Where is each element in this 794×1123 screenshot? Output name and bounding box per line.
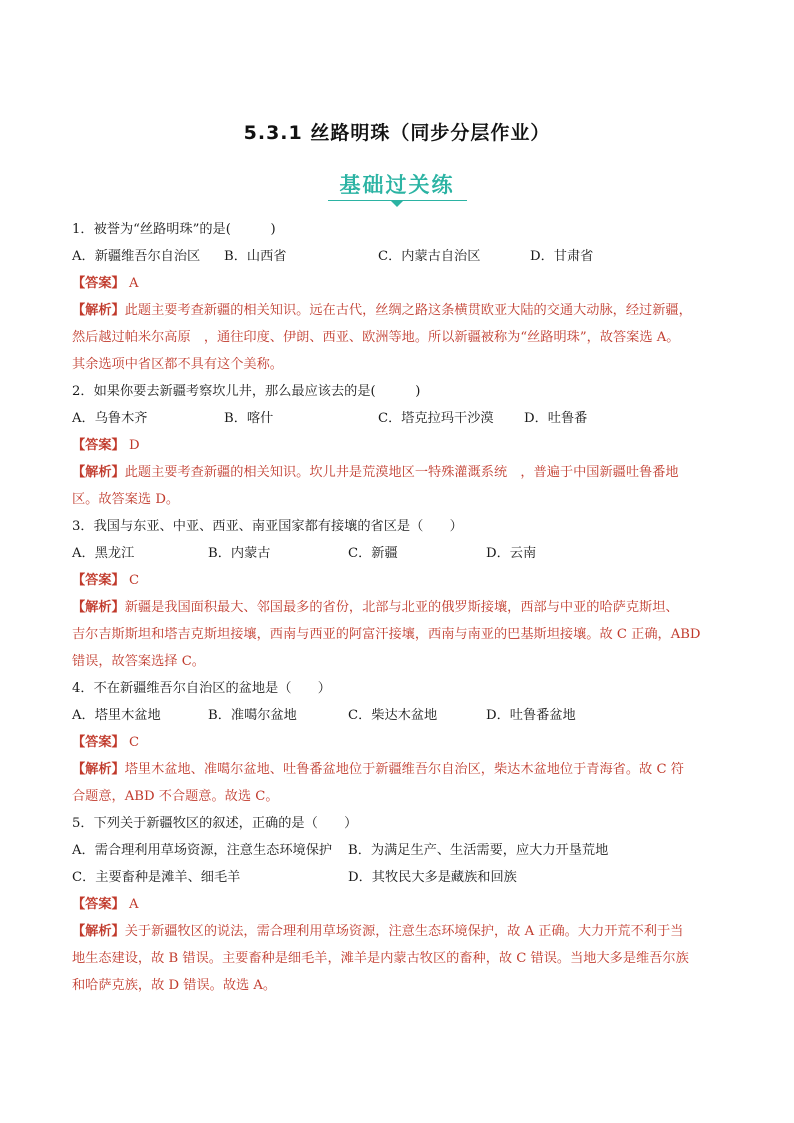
section-banner — [0, 172, 794, 207]
question-stem: 5．下列关于新疆牧区的叙述，正确的是（ ） — [72, 816, 358, 831]
option-c: C．柴达木盆地 — [348, 708, 438, 723]
answer-line — [72, 891, 724, 918]
explanation-text: 此题主要考查新疆的相关知识。坎儿井是荒漠地区一特殊灌溉系统 ，普遍于中国新疆吐鲁番地 — [124, 465, 679, 480]
answer-line — [72, 729, 724, 756]
explanation-line: 区。故答案选 D。 — [72, 492, 180, 507]
explanation — [72, 297, 724, 378]
option-c: C．塔克拉玛干沙漠 — [378, 411, 494, 426]
options-row — [72, 243, 724, 270]
explain-tag: 【解析】 — [72, 303, 125, 318]
answer-tag: 【答案】 — [72, 438, 125, 453]
answer-value: A — [128, 276, 139, 291]
question-4 — [72, 675, 724, 810]
option-d: D．甘肃省 — [530, 249, 594, 264]
explanation — [72, 918, 724, 999]
explanation-line: 和哈萨克族，故 D 错误。故选 A。 — [72, 978, 277, 993]
explanation-text: 新疆是我国面积最大、邻国最多的省份，北部与北亚的俄罗斯接壤，西部与中亚的哈萨克斯坦、 — [124, 600, 679, 615]
answer-line — [72, 270, 724, 297]
option-a: A．塔里木盆地 — [72, 708, 161, 723]
option-c: C．内蒙古自治区 — [378, 249, 481, 264]
question-stem: 2．如果你要去新疆考察坎儿井，那么最应该去的是( ) — [72, 384, 421, 399]
option-d: D．吐鲁番 — [524, 411, 588, 426]
page-title: 5.3.1 丝路明珠（同步分层作业） — [243, 122, 551, 144]
explanation-line — [72, 918, 724, 945]
explanation — [72, 594, 724, 675]
options-row — [72, 864, 724, 891]
section-title: 基础过关练 — [328, 172, 467, 201]
question-stem: 4．不在新疆维吾尔自治区的盆地是（ ） — [72, 681, 331, 696]
explanation-line: 地生态建设，故 B 错误。主要畜种是细毛羊，滩羊是内蒙古牧区的畜种，故 C 错误。当地大多是维吾尔族 — [72, 951, 689, 966]
question-5 — [72, 810, 724, 999]
answer-tag: 【答案】 — [72, 735, 125, 750]
option-c: C．新疆 — [348, 546, 398, 561]
question-1 — [72, 216, 724, 378]
option-b: B．喀什 — [224, 411, 274, 426]
answer-value: A — [128, 897, 139, 912]
option-c: C．主要畜种是滩羊、细毛羊 — [72, 870, 241, 885]
explain-tag: 【解析】 — [72, 924, 125, 939]
question-list — [72, 216, 724, 999]
explanation-line — [72, 594, 724, 621]
option-d: D．云南 — [486, 546, 537, 561]
question-stem: 3．我国与东亚、中亚、西亚、南亚国家都有接壤的省区是（ ） — [72, 519, 463, 534]
explain-tag: 【解析】 — [72, 465, 125, 480]
option-a: A．黑龙江 — [72, 546, 135, 561]
option-a: A．乌鲁木齐 — [72, 411, 148, 426]
option-b: B．内蒙古 — [208, 546, 271, 561]
options-row — [72, 540, 724, 567]
explanation-text: 此题主要考查新疆的相关知识。远在古代，丝绸之路这条横贯欧亚大陆的交通大动脉，经过新疆， — [124, 303, 692, 318]
answer-value: C — [128, 735, 140, 750]
option-d: D．其牧民大多是藏族和回族 — [348, 870, 517, 885]
explanation-line — [72, 297, 724, 324]
explanation-line: 其余选项中省区都不具有这个美称。 — [72, 357, 283, 372]
options-row — [72, 405, 724, 432]
explanation-line: 吉尔吉斯斯坦和塔吉克斯坦接壤，西南与西亚的阿富汗接壤，西南与南亚的巴基斯坦接壤。故 C 正确，ABD — [72, 627, 701, 642]
answer-tag: 【答案】 — [72, 573, 125, 588]
explanation-line: 然后越过帕米尔高原 ，通往印度、伊朗、西亚、欧洲等地。所以新疆被称为“丝路明珠”，故答案选 A。 — [72, 330, 680, 345]
explanation-line — [72, 459, 724, 486]
option-b: B．山西省 — [224, 249, 287, 264]
option-a: A．新疆维吾尔自治区 — [72, 249, 201, 264]
explanation — [72, 459, 724, 513]
explanation-text: 塔里木盆地、准噶尔盆地、吐鲁番盆地位于新疆维吾尔自治区，柴达木盆地位于青海省。故 C 符 — [124, 762, 684, 777]
option-a: A．需合理利用草场资源，注意生态环境保护 — [72, 843, 333, 858]
explanation-line: 错误，故答案选择 C。 — [72, 654, 205, 669]
triangle-down-icon — [391, 201, 403, 207]
answer-tag: 【答案】 — [72, 897, 125, 912]
option-b: B．为满足生产、生活需要，应大力开垦荒地 — [348, 843, 609, 858]
question-2 — [72, 378, 724, 513]
option-d: D．吐鲁番盆地 — [486, 708, 576, 723]
explain-tag: 【解析】 — [72, 600, 125, 615]
explanation-text: 关于新疆牧区的说法，需合理利用草场资源，注意生态环境保护，故 A 正确。大力开荒不利于当 — [124, 924, 684, 939]
options-row — [72, 702, 724, 729]
explanation-line — [72, 756, 724, 783]
answer-value: D — [128, 438, 140, 453]
options-row — [72, 837, 724, 864]
answer-line — [72, 432, 724, 459]
question-stem: 1．被誉为“丝路明珠”的是( ) — [72, 222, 276, 237]
option-b: B．准噶尔盆地 — [208, 708, 297, 723]
question-3 — [72, 513, 724, 675]
answer-tag: 【答案】 — [72, 276, 125, 291]
explain-tag: 【解析】 — [72, 762, 125, 777]
answer-value: C — [128, 573, 140, 588]
explanation-line: 合题意，ABD 不合题意。故选 C。 — [72, 789, 279, 804]
explanation — [72, 756, 724, 810]
answer-line — [72, 567, 724, 594]
